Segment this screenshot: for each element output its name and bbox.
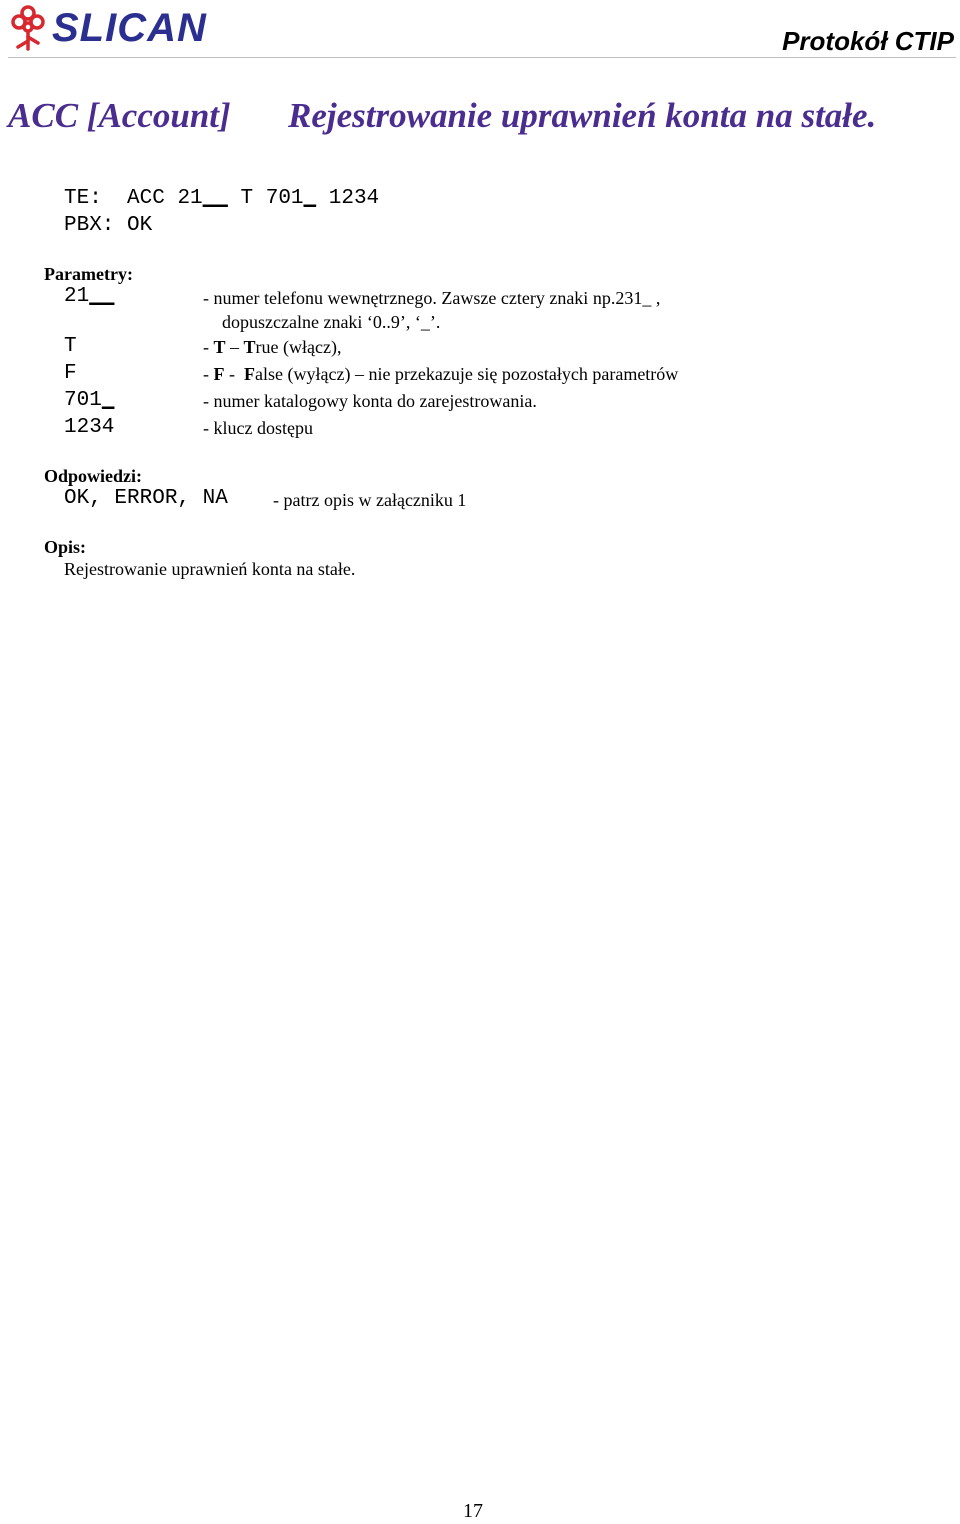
desc-bold: T — [213, 337, 226, 357]
page-number: 17 — [463, 1500, 483, 1522]
param-desc-extension-allowed: dopuszczalne znaki ‘0..9’, ‘_’. — [222, 312, 441, 332]
te-number-underscore: __ — [202, 187, 228, 210]
header-divider — [8, 57, 956, 58]
response-codes: OK, ERROR, NA — [64, 487, 228, 510]
param-desc-true — [203, 334, 341, 360]
desc-prefix: - — [203, 337, 214, 357]
desc-separator: - — [224, 364, 244, 384]
param-code-text: 701 — [64, 389, 102, 412]
command-title: ACC [Account] — [8, 96, 231, 135]
te-account-underscore: _ — [303, 187, 317, 210]
te-account: 701 — [265, 187, 304, 210]
responses-heading: Odpowiedzi: — [44, 466, 143, 486]
page-header — [0, 0, 960, 60]
parameters-heading: Parametry: — [44, 264, 133, 284]
response-description: - patrz opis w załączniku 1 — [273, 490, 467, 510]
desc-separator: – — [225, 337, 244, 357]
command-description-title: Rejestrowanie uprawnień konta na stałe. — [288, 96, 877, 135]
te-key: 1234 — [328, 187, 380, 210]
param-code-account — [64, 388, 114, 414]
example-pbx-line — [64, 213, 152, 239]
description-text: Rejestrowanie uprawnień konta na stałe. — [64, 559, 356, 579]
te-command: ACC — [127, 187, 165, 210]
param-code-underscore: __ — [89, 285, 115, 308]
te-flag: T — [240, 187, 254, 210]
document-title: Protokół CTIP — [782, 26, 954, 56]
param-code-false: F — [64, 362, 77, 385]
pbx-label: PBX: — [64, 214, 115, 237]
param-desc-extension: - numer telefonu wewnętrznego. Zawsze cztery znaki np.231_ , — [203, 288, 661, 308]
te-label: TE: — [64, 187, 102, 210]
pbx-value: OK — [127, 214, 153, 237]
param-code-extension — [64, 284, 114, 310]
param-desc-key: - klucz dostępu — [203, 418, 313, 438]
param-desc-account: - numer katalogowy konta do zarejestrowania. — [203, 391, 537, 411]
desc-prefix: - — [203, 364, 214, 384]
param-desc-false — [203, 361, 678, 387]
param-code-underscore: _ — [101, 389, 115, 412]
flower-logo-icon — [8, 3, 48, 53]
param-code-true: T — [64, 335, 77, 358]
example-te-line — [64, 186, 379, 212]
desc-bold: T — [243, 337, 256, 357]
brand-name: SLICAN — [52, 6, 207, 50]
desc-rest: rue (włącz), — [255, 337, 342, 357]
desc-bold: F — [213, 364, 225, 384]
description-heading: Opis: — [44, 537, 87, 557]
te-number: 21 — [177, 187, 203, 210]
param-code-key: 1234 — [64, 416, 115, 439]
slican-logo — [8, 2, 207, 54]
desc-rest: alse (wyłącz) – nie przekazuje się pozostałych parametrów — [255, 364, 679, 384]
desc-bold: F — [244, 364, 255, 384]
param-code-text: 21 — [64, 285, 90, 308]
